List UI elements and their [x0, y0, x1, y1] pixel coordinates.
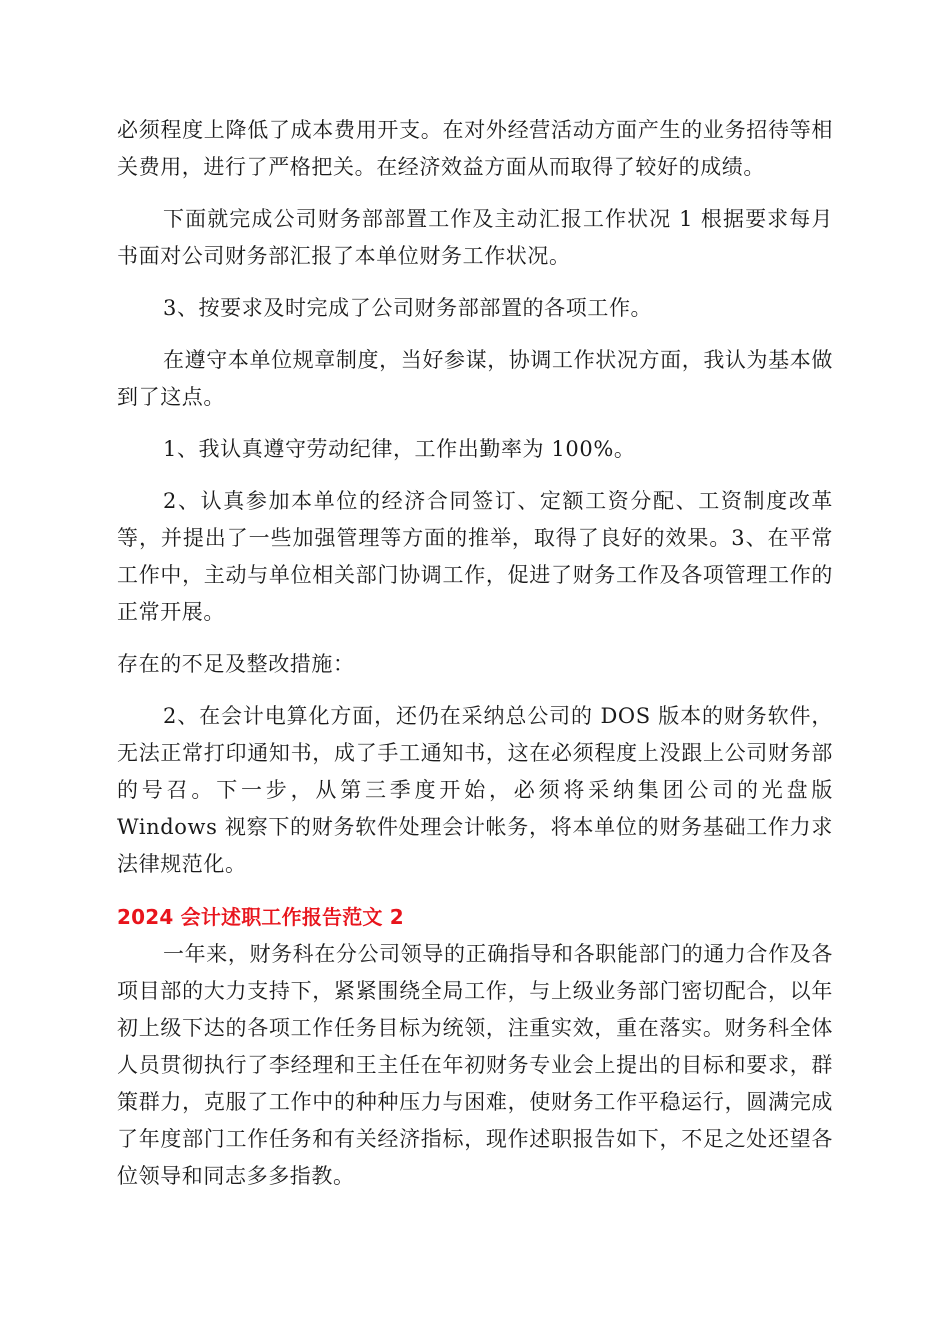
paragraph-cost-control: 必须程度上降低了成本费用开支。在对外经营活动方面产生的业务招待等相关费用，进行了严格把关。在经济效益方面从而取得了较好的成绩。 [117, 118, 833, 179]
paragraph-section-intro: 一年来，财务科在分公司领导的正确指导和各职能部门的通力合作及各项目部的大力支持下，紧紧围绕全局工作，与上级业务部门密切配合，以年初上级下达的各项工作任务目标为统领，注重实效，重在落实。财务科全体人员贯彻执行了李经理和王主任在年初财务专业会上提出的目标和要求，群策群力，克服了工作中的种种压力与困难，使财务工作平稳运行，圆满完成了年度部门工作任务和有关经济指标，现作述职报告如下，不足之处还望各位领导和同志多多指教。 [117, 942, 833, 1188]
paragraph-reporting: 下面就完成公司财务部部置工作及主动汇报工作状况 1 根据要求每月书面对公司财务部汇报了本单位财务工作状况。 [117, 207, 833, 268]
paragraph-computerization: 2、在会计电算化方面，还仍在采纳总公司的 DOS 版本的财务软件，无法正常打印通知书，成了手工通知书，这在必须程度上没跟上公司财务部的号召。下一步，从第三季度开始，必须将采纳集团公司的光盘版 Windows 视察下的财务软件处理会计帐务，将本单位的财务基础工作力求法律规范化。 [117, 704, 833, 876]
paragraph-item-2-contracts: 2、认真参加本单位的经济合同签订、定额工资分配、工资制度改革等，并提出了一些加强管理等方面的推举，取得了良好的效果。3、在平常工作中，主动与单位相关部门协调工作，促进了财务工作及各项管理工作的正常开展。 [117, 489, 833, 624]
document-body [117, 112, 833, 1210]
section-heading: 2024 会计述职工作报告范文 2 [117, 905, 404, 929]
paragraph-item-1-attendance: 1、我认真遵守劳动纪律，工作出勤率为 100%。 [163, 437, 636, 461]
paragraph-shortcomings-label: 存在的不足及整改措施： [117, 652, 355, 676]
paragraph-rules-compliance: 在遵守本单位规章制度，当好参谋，协调工作状况方面，我认为基本做到了这点。 [117, 348, 833, 409]
paragraph-item-3: 3、按要求及时完成了公司财务部部置的各项工作。 [163, 296, 653, 320]
